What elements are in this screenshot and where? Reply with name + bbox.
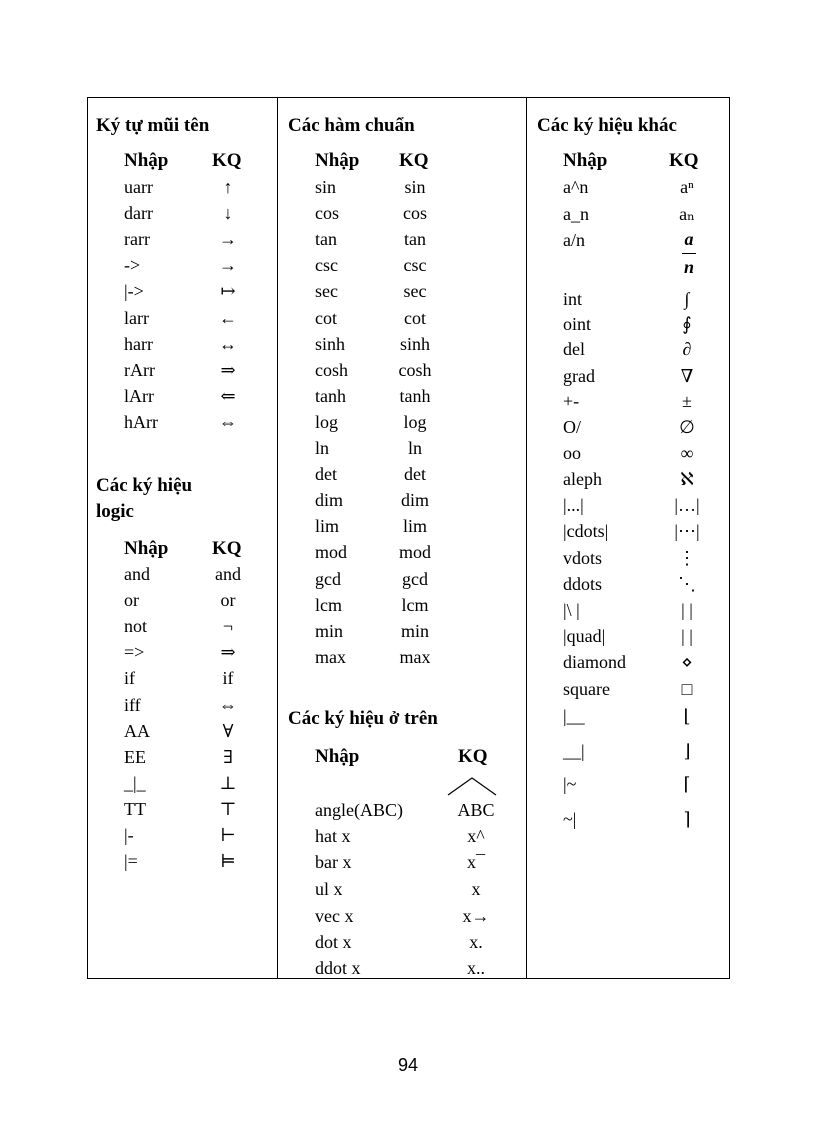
symbol-input: =>	[124, 642, 145, 662]
symbol-input: _|_	[124, 773, 146, 793]
symbol-result: x	[471, 879, 481, 899]
symbol-result: | |	[681, 600, 693, 620]
angle-arc-icon	[446, 775, 498, 797]
symbol-result: ¬	[222, 616, 234, 636]
symbol-result: sec	[403, 281, 427, 301]
symbol-input: sin	[315, 177, 337, 197]
symbol-input: |->	[124, 281, 144, 301]
symbol-result: x^	[467, 826, 485, 846]
symbol-input: iff	[124, 695, 141, 715]
symbol-input: ln	[315, 438, 330, 458]
symbol-input: not	[124, 616, 148, 636]
symbol-input: hat x	[315, 826, 351, 846]
fraction-result	[674, 229, 704, 278]
symbol-result: |…|	[674, 495, 700, 515]
symbol-result: ⊥	[219, 773, 237, 793]
symbol-input: lArr	[124, 386, 154, 406]
symbol-input: if	[124, 668, 135, 688]
symbol-result: ⌈	[683, 774, 691, 794]
symbol-input: |__	[563, 706, 585, 726]
symbol-result: ⋄	[681, 652, 693, 672]
symbol-result: ⋱	[678, 574, 696, 594]
symbol-input: ul x	[315, 879, 343, 899]
symbol-result: →	[219, 255, 237, 275]
logic-input-header: Nhập	[124, 538, 169, 559]
symbol-input: square	[563, 679, 610, 699]
logic-result-header: KQ	[212, 538, 242, 559]
symbol-result: det	[404, 464, 426, 484]
symbol-input: lcm	[315, 595, 342, 615]
symbol-result: ⇔	[219, 412, 237, 432]
symbol-input: and	[124, 564, 150, 584]
symbol-result: x..	[467, 958, 485, 978]
symbol-result: ↑	[223, 177, 233, 197]
symbol-result: ⇐	[220, 386, 236, 406]
arrows-input-header: Nhập	[124, 150, 169, 171]
accents-input-header: Nhập	[315, 746, 360, 767]
symbol-result: mod	[398, 542, 431, 562]
functions-result-header: KQ	[399, 150, 429, 171]
symbol-input: ddot x	[315, 958, 361, 978]
symbol-input: |\ |	[563, 600, 580, 620]
symbol-input: dim	[315, 490, 344, 510]
symbol-result: if	[222, 668, 234, 688]
symbol-input: ~|	[563, 809, 577, 829]
symbol-input: |...|	[563, 495, 584, 515]
symbol-result: ⊢	[220, 825, 236, 845]
symbol-input: |-	[124, 825, 134, 845]
symbol-result: ⇔	[219, 695, 237, 715]
symbol-input: hArr	[124, 412, 158, 432]
symbol-input: tanh	[315, 386, 346, 406]
symbol-input: sec	[315, 281, 338, 301]
symbol-result: ⌉	[683, 809, 691, 829]
symbol-input: rarr	[124, 229, 150, 249]
symbol-result: ↓	[223, 203, 233, 223]
symbol-result: tan	[404, 229, 426, 249]
symbol-input: ->	[124, 255, 141, 275]
symbol-result: sin	[404, 177, 426, 197]
symbol-input: a/n	[563, 230, 585, 250]
symbol-input: darr	[124, 203, 153, 223]
symbol-result: x→	[462, 906, 490, 926]
symbol-input: |~	[563, 774, 577, 794]
accents-result-header: KQ	[458, 746, 488, 767]
symbol-input: harr	[124, 334, 153, 354]
symbol-input: sinh	[315, 334, 346, 354]
symbol-result: ∫	[684, 289, 690, 309]
symbol-result: ⊤	[219, 799, 237, 819]
symbol-result: ∂	[682, 339, 692, 359]
symbol-input: AA	[124, 721, 150, 741]
symbol-result: x¯	[467, 852, 485, 872]
symbol-result: aₙ	[679, 204, 695, 224]
functions-input-header: Nhập	[315, 150, 360, 171]
arrows-result-header: KQ	[212, 150, 242, 171]
symbol-input: cos	[315, 203, 339, 223]
symbol-result: ←	[219, 308, 237, 328]
symbol-result: ℵ	[680, 469, 694, 489]
symbol-input: |quad|	[563, 626, 606, 646]
symbol-input: ddots	[563, 574, 603, 594]
symbol-input: diamond	[563, 652, 626, 672]
symbol-input: det	[315, 464, 337, 484]
symbol-input: vec x	[315, 906, 354, 926]
symbol-result: cosh	[398, 360, 432, 380]
symbol-result: ⇒	[220, 360, 236, 380]
symbol-result: □	[681, 679, 693, 699]
symbol-input: bar x	[315, 852, 352, 872]
symbol-input: tan	[315, 229, 337, 249]
symbol-result: ⇒	[220, 642, 236, 662]
accents-title: Các ký hiệu ở trên	[288, 708, 438, 729]
symbol-input: int	[563, 289, 583, 309]
symbol-input: __|	[563, 741, 585, 761]
other-input-header: Nhập	[563, 150, 608, 171]
symbol-input: TT	[124, 799, 146, 819]
symbol-result: |⋯|	[674, 521, 700, 541]
symbol-result: cot	[404, 308, 426, 328]
symbol-input: aleph	[563, 469, 602, 489]
symbol-result: tanh	[399, 386, 431, 406]
symbol-input: oo	[563, 443, 581, 463]
symbol-input: EE	[124, 747, 146, 767]
symbol-result: ↦	[220, 281, 236, 301]
symbol-result: ∀	[222, 721, 234, 741]
symbol-input: uarr	[124, 177, 153, 197]
symbol-input: cot	[315, 308, 337, 328]
symbol-result: log	[403, 412, 427, 432]
other-title: Các ký hiệu khác	[537, 115, 677, 136]
symbol-result: cos	[403, 203, 427, 223]
symbol-input: vdots	[563, 548, 603, 568]
logic-title-line2: logic	[96, 501, 134, 522]
symbol-result: ABC	[457, 800, 495, 820]
symbol-result: and	[215, 564, 241, 584]
symbol-input: dot x	[315, 932, 352, 952]
symbol-input: rArr	[124, 360, 155, 380]
symbol-result: | |	[681, 626, 693, 646]
symbol-result: ∃	[223, 747, 233, 767]
symbol-input: lim	[315, 516, 340, 536]
symbol-input: a_n	[563, 204, 589, 224]
column-divider	[277, 98, 278, 978]
symbol-input: angle(ABC)	[315, 800, 403, 820]
symbol-result: ↔	[219, 334, 237, 354]
symbol-result: sinh	[399, 334, 430, 354]
symbol-input: |cdots|	[563, 521, 609, 541]
symbol-result: ∞	[680, 443, 694, 463]
symbol-input: min	[315, 621, 344, 641]
symbol-input: mod	[315, 542, 348, 562]
symbol-input: csc	[315, 255, 338, 275]
symbol-result: ∇	[680, 366, 694, 386]
column-divider	[526, 98, 527, 978]
symbol-input: a^n	[563, 177, 589, 197]
symbol-result: ln	[407, 438, 422, 458]
symbol-input: log	[315, 412, 339, 432]
symbol-result: ⊨	[220, 851, 236, 871]
symbol-result: lim	[402, 516, 427, 536]
symbol-input: del	[563, 339, 585, 359]
symbol-result: aⁿ	[680, 177, 694, 197]
fraction-bar	[682, 253, 696, 254]
functions-title: Các hàm chuẩn	[288, 115, 415, 136]
other-result-header: KQ	[669, 150, 699, 171]
fraction-numerator: a	[684, 229, 694, 249]
symbol-result: →	[219, 229, 237, 249]
symbol-result: ±	[682, 391, 692, 411]
page-number: 94	[397, 1055, 419, 1075]
symbol-input: |=	[124, 851, 138, 871]
symbol-result: min	[400, 621, 429, 641]
symbol-input: grad	[563, 366, 595, 386]
symbol-result: gcd	[402, 569, 428, 589]
symbol-input: cosh	[315, 360, 348, 380]
symbol-result: ∅	[679, 417, 695, 437]
symbol-result: ∮	[682, 314, 692, 334]
symbol-input: larr	[124, 308, 149, 328]
symbol-result: dim	[400, 490, 429, 510]
symbol-result: ⌊	[683, 706, 691, 726]
symbol-input: or	[124, 590, 139, 610]
symbol-input: max	[315, 647, 346, 667]
symbol-input: O/	[563, 417, 581, 437]
symbol-result: or	[220, 590, 236, 610]
symbol-result: x.	[469, 932, 483, 952]
symbol-input: oint	[563, 314, 592, 334]
logic-title: Các ký hiệu	[96, 475, 193, 496]
symbol-input: gcd	[315, 569, 341, 589]
symbol-result: max	[399, 647, 431, 667]
symbol-result: lcm	[401, 595, 429, 615]
symbol-result: csc	[403, 255, 427, 275]
symbol-input: +-	[563, 391, 580, 411]
symbol-result: ⌋	[683, 741, 691, 761]
symbol-result: ⋮	[678, 548, 696, 568]
fraction-denominator: n	[683, 257, 694, 277]
arrows-title: Ký tự mũi tên	[96, 115, 210, 136]
